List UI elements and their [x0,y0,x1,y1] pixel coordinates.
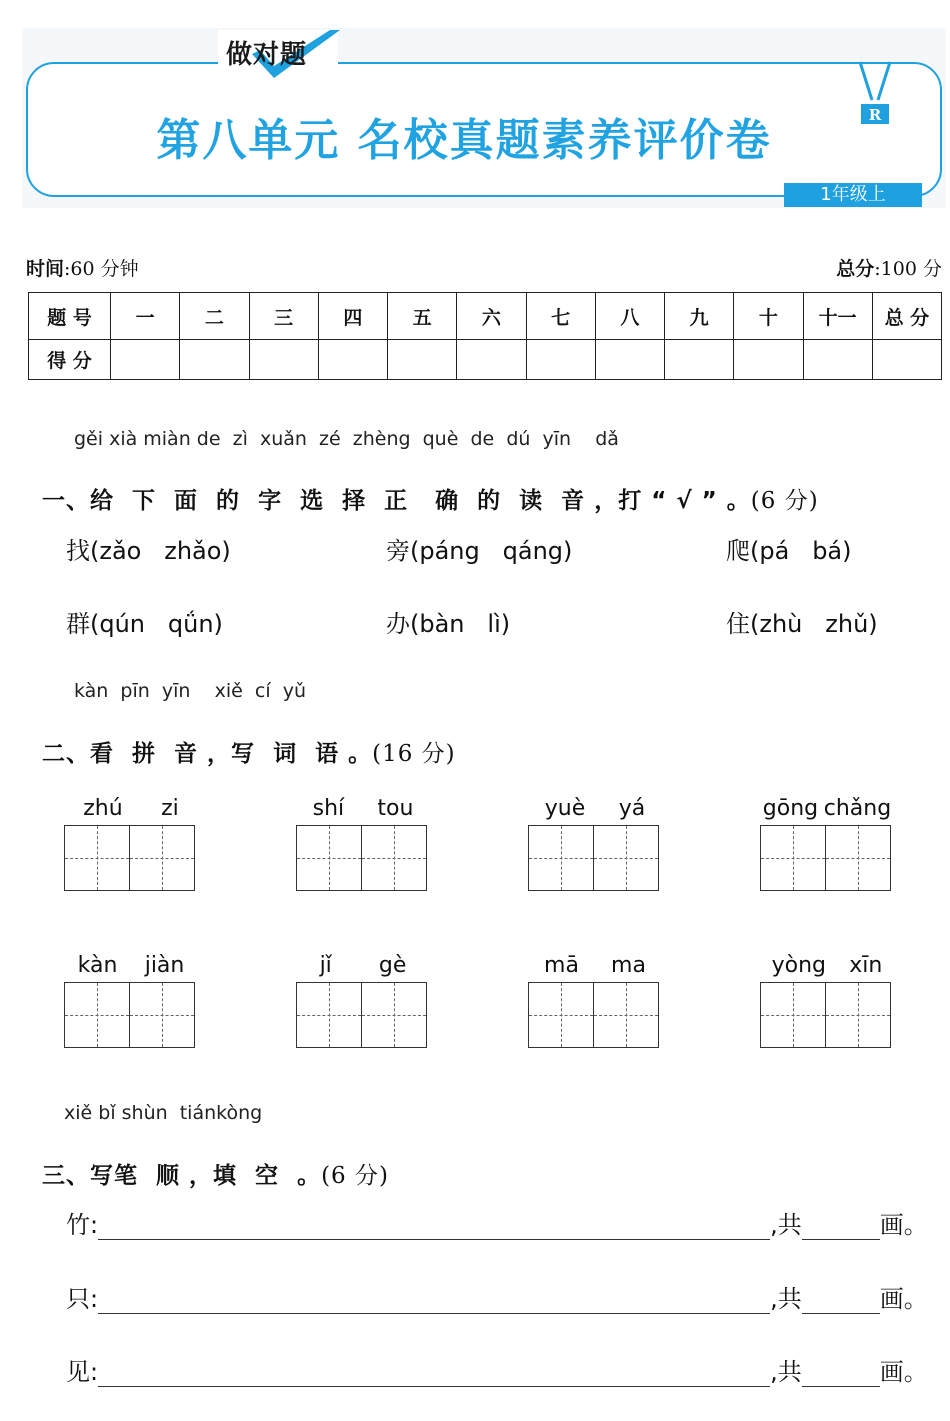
option-item[interactable]: 找(zǎo zhǎo) [66,537,231,565]
score-cell[interactable] [180,340,249,380]
total-info [836,254,942,281]
writing-cell[interactable] [64,825,130,891]
pinyin-syllable: ma [611,953,646,978]
stroke-order-row [66,1279,928,1314]
score-cell[interactable] [803,340,872,380]
table-header-cell: 四 [318,293,387,340]
writing-cell[interactable] [361,982,427,1048]
score-cell[interactable] [665,340,734,380]
writing-cell[interactable] [593,982,659,1048]
stroke-char: 只: [66,1285,99,1313]
pinyin-syllable: kàn [77,953,118,978]
stroke-count-suffix: 画。 [879,1358,928,1386]
pinyin-syllable: chǎng [823,796,892,821]
score-cell[interactable] [457,340,526,380]
score-cell[interactable] [734,340,803,380]
table-row [29,340,942,380]
writing-cell[interactable] [760,982,826,1048]
medal-letter: R [868,106,882,124]
pinyin-syllable: shí [312,796,345,821]
writing-cell[interactable] [825,982,891,1048]
pinyin-syllable: gè [378,953,407,978]
stroke-order-row [66,1205,928,1240]
score-cell[interactable] [318,340,387,380]
table-header-cell: 一 [111,293,180,340]
stroke-count-blank[interactable] [802,1213,880,1240]
brand-badge: 做对题 [226,40,308,70]
pinyin-syllable: jiàn [144,953,185,978]
score-cell[interactable] [526,340,595,380]
stroke-char: 竹: [66,1211,99,1239]
pinyin-syllable: yá [618,796,646,821]
section2-title [24,709,456,768]
section2-pinyin: kàn pīn yīn xiě cí yǔ [74,680,306,702]
option-item[interactable]: 旁(páng qáng) [386,537,573,565]
table-header-cell: 八 [595,293,664,340]
table-row [29,293,942,340]
table-header-cell: 六 [457,293,526,340]
stroke-order-blank[interactable] [98,1287,770,1314]
page-title: 第八单元 名校真题素养评价卷 [156,115,772,166]
stroke-count-blank[interactable] [802,1360,880,1387]
total-label: 总分 [836,258,875,280]
word-grid [296,950,430,1048]
stroke-order-row [66,1352,928,1387]
writing-cell[interactable] [64,982,130,1048]
word-grid [296,793,430,891]
table-header-cell: 十一 [803,293,872,340]
word-grid [528,950,662,1048]
table-header-cell: 二 [180,293,249,340]
stroke-count-prefix: ,共 [770,1211,802,1239]
writing-cell[interactable] [593,825,659,891]
option-item[interactable]: 爬(pá bá) [726,537,852,565]
pinyin-syllable: zi [161,796,179,821]
stroke-count-prefix: ,共 [770,1358,802,1386]
section1-title-text: 一、给 下 面 的 字 选 择 正 确 的 读 音 ，打 “ √ ” 。 [42,488,751,514]
score-cell[interactable] [388,340,457,380]
pinyin-syllable: yòng [771,953,827,978]
writing-cell[interactable] [296,825,362,891]
pinyin-syllable: tou [377,796,414,821]
grade-label: 1年级上 [784,183,922,207]
writing-cell[interactable] [361,825,427,891]
time-value: :60 分钟 [64,258,139,280]
score-row-label: 得 分 [29,340,111,380]
writing-cell[interactable] [528,982,594,1048]
score-cell[interactable] [249,340,318,380]
section1-pinyin: gěi xià miàn de zì xuǎn zé zhèng què de dú yīn dǎ [74,428,619,450]
word-grid [528,793,662,891]
writing-cell[interactable] [825,825,891,891]
pinyin-syllable: xīn [849,953,883,978]
pinyin-syllable: jǐ [319,953,332,978]
time-info [26,254,139,281]
time-label: 时间 [26,258,65,280]
stroke-char: 见: [66,1358,99,1386]
pinyin-syllable: gōng [762,796,819,821]
pinyin-syllable: zhú [83,796,123,821]
writing-cell[interactable] [528,825,594,891]
writing-cell[interactable] [129,825,195,891]
section3-points: (6 分) [321,1163,389,1189]
pinyin-syllable: mā [544,953,579,978]
word-grid [64,793,198,891]
word-grid [64,950,198,1048]
table-header-cell: 十 [734,293,803,340]
writing-cell[interactable] [760,825,826,891]
score-cell[interactable] [595,340,664,380]
table-header-cell: 三 [249,293,318,340]
section2-points: (16 分) [372,741,456,767]
score-table [28,292,942,380]
writing-cell[interactable] [296,982,362,1048]
total-value: :100 分 [874,258,942,280]
score-cell[interactable] [872,340,941,380]
stroke-order-blank[interactable] [98,1213,770,1240]
stroke-count-prefix: ,共 [770,1285,802,1313]
section2-title-text: 二、看 拼 音 ，写 词 语 。 [42,741,373,767]
section1-points: (6 分) [750,488,819,514]
stroke-order-blank[interactable] [98,1360,770,1387]
medal-icon [856,60,894,130]
writing-cell[interactable] [129,982,195,1048]
section3-title [24,1131,389,1190]
table-header-cell: 总 分 [872,293,941,340]
word-grid [760,950,894,1048]
section3-pinyin: xiě bǐ shùn tiánkòng [64,1102,263,1124]
table-header-cell: 九 [665,293,734,340]
option-item[interactable]: 办(bàn lì) [386,610,511,638]
table-header-cell: 题 号 [29,293,111,340]
table-header-cell: 七 [526,293,595,340]
option-item[interactable]: 住(zhù zhǔ) [726,610,878,638]
stroke-count-suffix: 画。 [879,1211,928,1239]
score-cell[interactable] [111,340,180,380]
section1-title [24,456,819,515]
stroke-count-blank[interactable] [802,1287,880,1314]
pinyin-syllable: yuè [544,796,586,821]
section3-title-text: 三、写笔 顺 ，填 空 。 [42,1163,322,1189]
table-header-cell: 五 [388,293,457,340]
word-grid [760,793,894,891]
option-item[interactable]: 群(qún qǘn) [66,610,223,638]
stroke-count-suffix: 画。 [879,1285,928,1313]
